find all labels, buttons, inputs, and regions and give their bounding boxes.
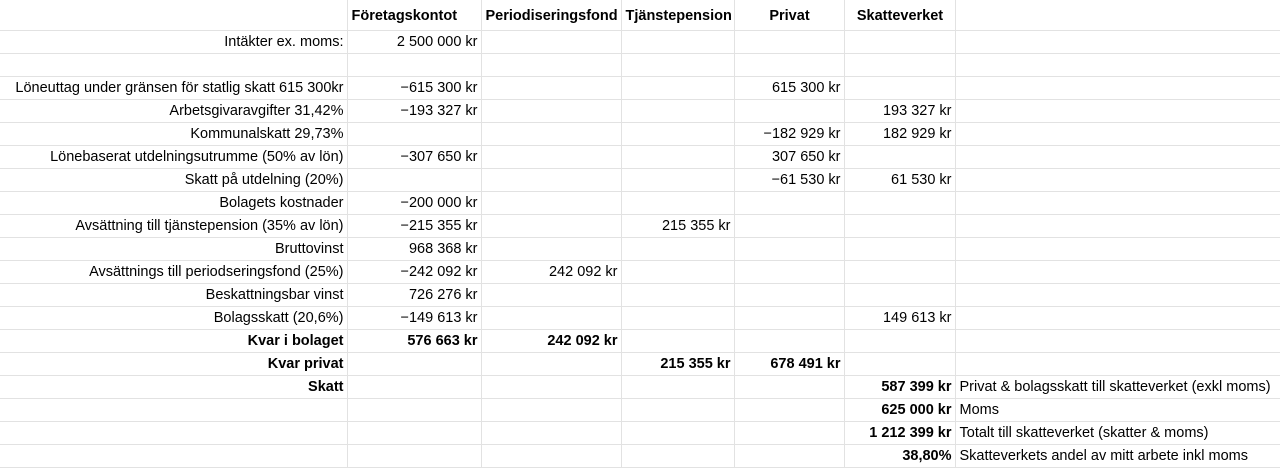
cell-note[interactable] [955, 353, 1280, 376]
cell-note[interactable]: Totalt till skatteverket (skatter & moms) [955, 422, 1280, 445]
cell-privat[interactable] [734, 284, 844, 307]
cell-tjanstepension[interactable] [621, 238, 734, 261]
cell-skatteverket[interactable] [844, 54, 955, 77]
table-row [0, 123, 1280, 146]
cell-periodiseringsfond[interactable]: 242 092 kr [481, 330, 621, 353]
cell-label[interactable] [0, 445, 347, 468]
cell-foretagskontot[interactable] [347, 399, 481, 422]
cell-tjanstepension[interactable] [621, 123, 734, 146]
column-header-label[interactable] [0, 0, 347, 31]
cell-skatteverket[interactable]: 193 327 kr [844, 100, 955, 123]
cell-foretagskontot[interactable]: 576 663 kr [347, 330, 481, 353]
cell-note[interactable] [955, 284, 1280, 307]
cell-privat[interactable] [734, 399, 844, 422]
cell-label[interactable]: Skatt [0, 376, 347, 399]
cell-label[interactable]: Avsättnings till periodseringsfond (25%) [0, 261, 347, 284]
column-header-foretagskontot[interactable]: Företagskontot [347, 0, 481, 31]
cell-privat[interactable] [734, 330, 844, 353]
cell-skatteverket[interactable] [844, 238, 955, 261]
cell-note[interactable] [955, 123, 1280, 146]
cell-periodiseringsfond[interactable] [481, 215, 621, 238]
cell-privat[interactable]: −182 929 kr [734, 123, 844, 146]
cell-note[interactable] [955, 330, 1280, 353]
cell-foretagskontot[interactable]: −242 092 kr [347, 261, 481, 284]
cell-skatteverket[interactable]: 61 530 kr [844, 169, 955, 192]
cell-label[interactable]: Bolagsskatt (20,6%) [0, 307, 347, 330]
cell-periodiseringsfond[interactable] [481, 100, 621, 123]
cell-periodiseringsfond[interactable] [481, 376, 621, 399]
cell-note[interactable]: Moms [955, 399, 1280, 422]
cell-privat[interactable] [734, 215, 844, 238]
cell-skatteverket[interactable]: 587 399 kr [844, 376, 955, 399]
cell-foretagskontot[interactable] [347, 353, 481, 376]
cell-skatteverket[interactable] [844, 353, 955, 376]
cell-periodiseringsfond[interactable] [481, 422, 621, 445]
cell-privat[interactable]: −61 530 kr [734, 169, 844, 192]
table-row [0, 169, 1280, 192]
table-row [0, 77, 1280, 100]
cell-foretagskontot[interactable]: 2 500 000 kr [347, 31, 481, 54]
cell-label[interactable] [0, 422, 347, 445]
cell-privat[interactable] [734, 307, 844, 330]
cell-note[interactable] [955, 169, 1280, 192]
column-header-skatteverket[interactable]: Skatteverket [844, 0, 955, 31]
table-row [0, 330, 1280, 353]
cell-periodiseringsfond[interactable] [481, 284, 621, 307]
cell-label[interactable]: Kvar privat [0, 353, 347, 376]
cell-tjanstepension[interactable] [621, 192, 734, 215]
header-row [0, 0, 1280, 31]
table-row [0, 445, 1280, 468]
cell-note[interactable] [955, 100, 1280, 123]
cell-foretagskontot[interactable]: −307 650 kr [347, 146, 481, 169]
cell-tjanstepension[interactable]: 215 355 kr [621, 215, 734, 238]
cell-foretagskontot[interactable] [347, 445, 481, 468]
cell-privat[interactable] [734, 238, 844, 261]
cell-foretagskontot[interactable] [347, 422, 481, 445]
cell-label[interactable]: Intäkter ex. moms: [0, 31, 347, 54]
cell-label[interactable]: Löneuttag under gränsen för statlig skatt 615 300kr [0, 77, 347, 100]
cell-tjanstepension[interactable] [621, 146, 734, 169]
cell-privat[interactable] [734, 31, 844, 54]
cell-note[interactable] [955, 261, 1280, 284]
table-row [0, 192, 1280, 215]
cell-skatteverket[interactable] [844, 330, 955, 353]
cell-periodiseringsfond[interactable] [481, 123, 621, 146]
cell-periodiseringsfond[interactable] [481, 31, 621, 54]
cell-label[interactable]: Kvar i bolaget [0, 330, 347, 353]
cell-periodiseringsfond[interactable] [481, 307, 621, 330]
cell-tjanstepension[interactable] [621, 376, 734, 399]
cell-tjanstepension[interactable] [621, 77, 734, 100]
cell-tjanstepension[interactable] [621, 330, 734, 353]
cell-foretagskontot[interactable] [347, 123, 481, 146]
column-header-note[interactable] [955, 0, 1280, 31]
table-row [0, 353, 1280, 376]
cell-privat[interactable] [734, 422, 844, 445]
cell-tjanstepension[interactable] [621, 100, 734, 123]
cell-periodiseringsfond[interactable] [481, 399, 621, 422]
cell-privat[interactable] [734, 192, 844, 215]
cell-note[interactable] [955, 238, 1280, 261]
cell-skatteverket[interactable] [844, 261, 955, 284]
cell-skatteverket[interactable] [844, 192, 955, 215]
cell-label[interactable]: Bolagets kostnader [0, 192, 347, 215]
cell-privat[interactable]: 307 650 kr [734, 146, 844, 169]
cell-tjanstepension[interactable] [621, 54, 734, 77]
cell-foretagskontot[interactable] [347, 376, 481, 399]
cell-foretagskontot[interactable] [347, 169, 481, 192]
cell-skatteverket[interactable] [844, 77, 955, 100]
cell-skatteverket[interactable] [844, 146, 955, 169]
cell-tjanstepension[interactable] [621, 284, 734, 307]
cell-tjanstepension[interactable] [621, 399, 734, 422]
cell-note[interactable] [955, 31, 1280, 54]
cell-periodiseringsfond[interactable] [481, 169, 621, 192]
cell-foretagskontot[interactable]: 726 276 kr [347, 284, 481, 307]
cell-skatteverket[interactable]: 182 929 kr [844, 123, 955, 146]
cell-privat[interactable]: 678 491 kr [734, 353, 844, 376]
cell-skatteverket[interactable] [844, 284, 955, 307]
cell-note[interactable] [955, 215, 1280, 238]
cell-note[interactable] [955, 54, 1280, 77]
cell-skatteverket[interactable]: 149 613 kr [844, 307, 955, 330]
cell-label[interactable]: Skatt på utdelning (20%) [0, 169, 347, 192]
cell-label[interactable]: Avsättning till tjänstepension (35% av lön) [0, 215, 347, 238]
cell-label[interactable] [0, 399, 347, 422]
cell-periodiseringsfond[interactable] [481, 238, 621, 261]
cell-tjanstepension[interactable] [621, 307, 734, 330]
cell-foretagskontot[interactable]: −615 300 kr [347, 77, 481, 100]
cell-label[interactable] [0, 54, 347, 77]
cell-note[interactable] [955, 307, 1280, 330]
cell-privat[interactable] [734, 445, 844, 468]
cell-privat[interactable]: 615 300 kr [734, 77, 844, 100]
cell-skatteverket[interactable]: 38,80% [844, 445, 955, 468]
cell-periodiseringsfond[interactable] [481, 77, 621, 100]
table-row [0, 54, 1280, 77]
cell-label[interactable]: Kommunalskatt 29,73% [0, 123, 347, 146]
cell-note[interactable] [955, 77, 1280, 100]
cell-foretagskontot[interactable]: −193 327 kr [347, 100, 481, 123]
cell-skatteverket[interactable] [844, 31, 955, 54]
cell-label[interactable]: Arbetsgivaravgifter 31,42% [0, 100, 347, 123]
cell-note[interactable] [955, 146, 1280, 169]
table-row [0, 399, 1280, 422]
column-header-privat[interactable]: Privat [734, 0, 844, 31]
cell-periodiseringsfond[interactable] [481, 445, 621, 468]
cell-foretagskontot[interactable] [347, 54, 481, 77]
cell-tjanstepension[interactable] [621, 261, 734, 284]
cell-skatteverket[interactable]: 625 000 kr [844, 399, 955, 422]
cell-foretagskontot[interactable]: −200 000 kr [347, 192, 481, 215]
cell-skatteverket[interactable] [844, 215, 955, 238]
cell-label[interactable]: Bruttovinst [0, 238, 347, 261]
table-row [0, 284, 1280, 307]
table-row [0, 100, 1280, 123]
table-row [0, 31, 1280, 54]
cell-periodiseringsfond[interactable] [481, 146, 621, 169]
cell-foretagskontot[interactable]: 968 368 kr [347, 238, 481, 261]
table-row [0, 376, 1280, 399]
column-header-tjanstepension[interactable]: Tjänstepension [621, 0, 734, 31]
cell-note[interactable] [955, 192, 1280, 215]
cell-privat[interactable] [734, 100, 844, 123]
cell-note[interactable]: Privat & bolagsskatt till skatteverket (exkl moms) [955, 376, 1280, 399]
cell-tjanstepension[interactable] [621, 445, 734, 468]
table-row [0, 146, 1280, 169]
cell-tjanstepension[interactable] [621, 169, 734, 192]
cell-note[interactable]: Skatteverkets andel av mitt arbete inkl moms [955, 445, 1280, 468]
cell-periodiseringsfond[interactable]: 242 092 kr [481, 261, 621, 284]
cell-periodiseringsfond[interactable] [481, 353, 621, 376]
table-row [0, 238, 1280, 261]
cell-foretagskontot[interactable]: −215 355 kr [347, 215, 481, 238]
cell-skatteverket[interactable]: 1 212 399 kr [844, 422, 955, 445]
cell-tjanstepension[interactable] [621, 31, 734, 54]
table-row [0, 261, 1280, 284]
cell-privat[interactable] [734, 261, 844, 284]
cell-privat[interactable] [734, 54, 844, 77]
table-row [0, 422, 1280, 445]
cell-foretagskontot[interactable]: −149 613 kr [347, 307, 481, 330]
table-row [0, 215, 1280, 238]
cell-privat[interactable] [734, 376, 844, 399]
column-header-periodiseringsfond[interactable]: Periodiseringsfond [481, 0, 621, 31]
cell-periodiseringsfond[interactable] [481, 192, 621, 215]
cell-label[interactable]: Beskattningsbar vinst [0, 284, 347, 307]
cell-periodiseringsfond[interactable] [481, 54, 621, 77]
cell-tjanstepension[interactable] [621, 422, 734, 445]
cell-label[interactable]: Lönebaserat utdelningsutrumme (50% av lön) [0, 146, 347, 169]
table-row [0, 307, 1280, 330]
cell-tjanstepension[interactable]: 215 355 kr [621, 353, 734, 376]
